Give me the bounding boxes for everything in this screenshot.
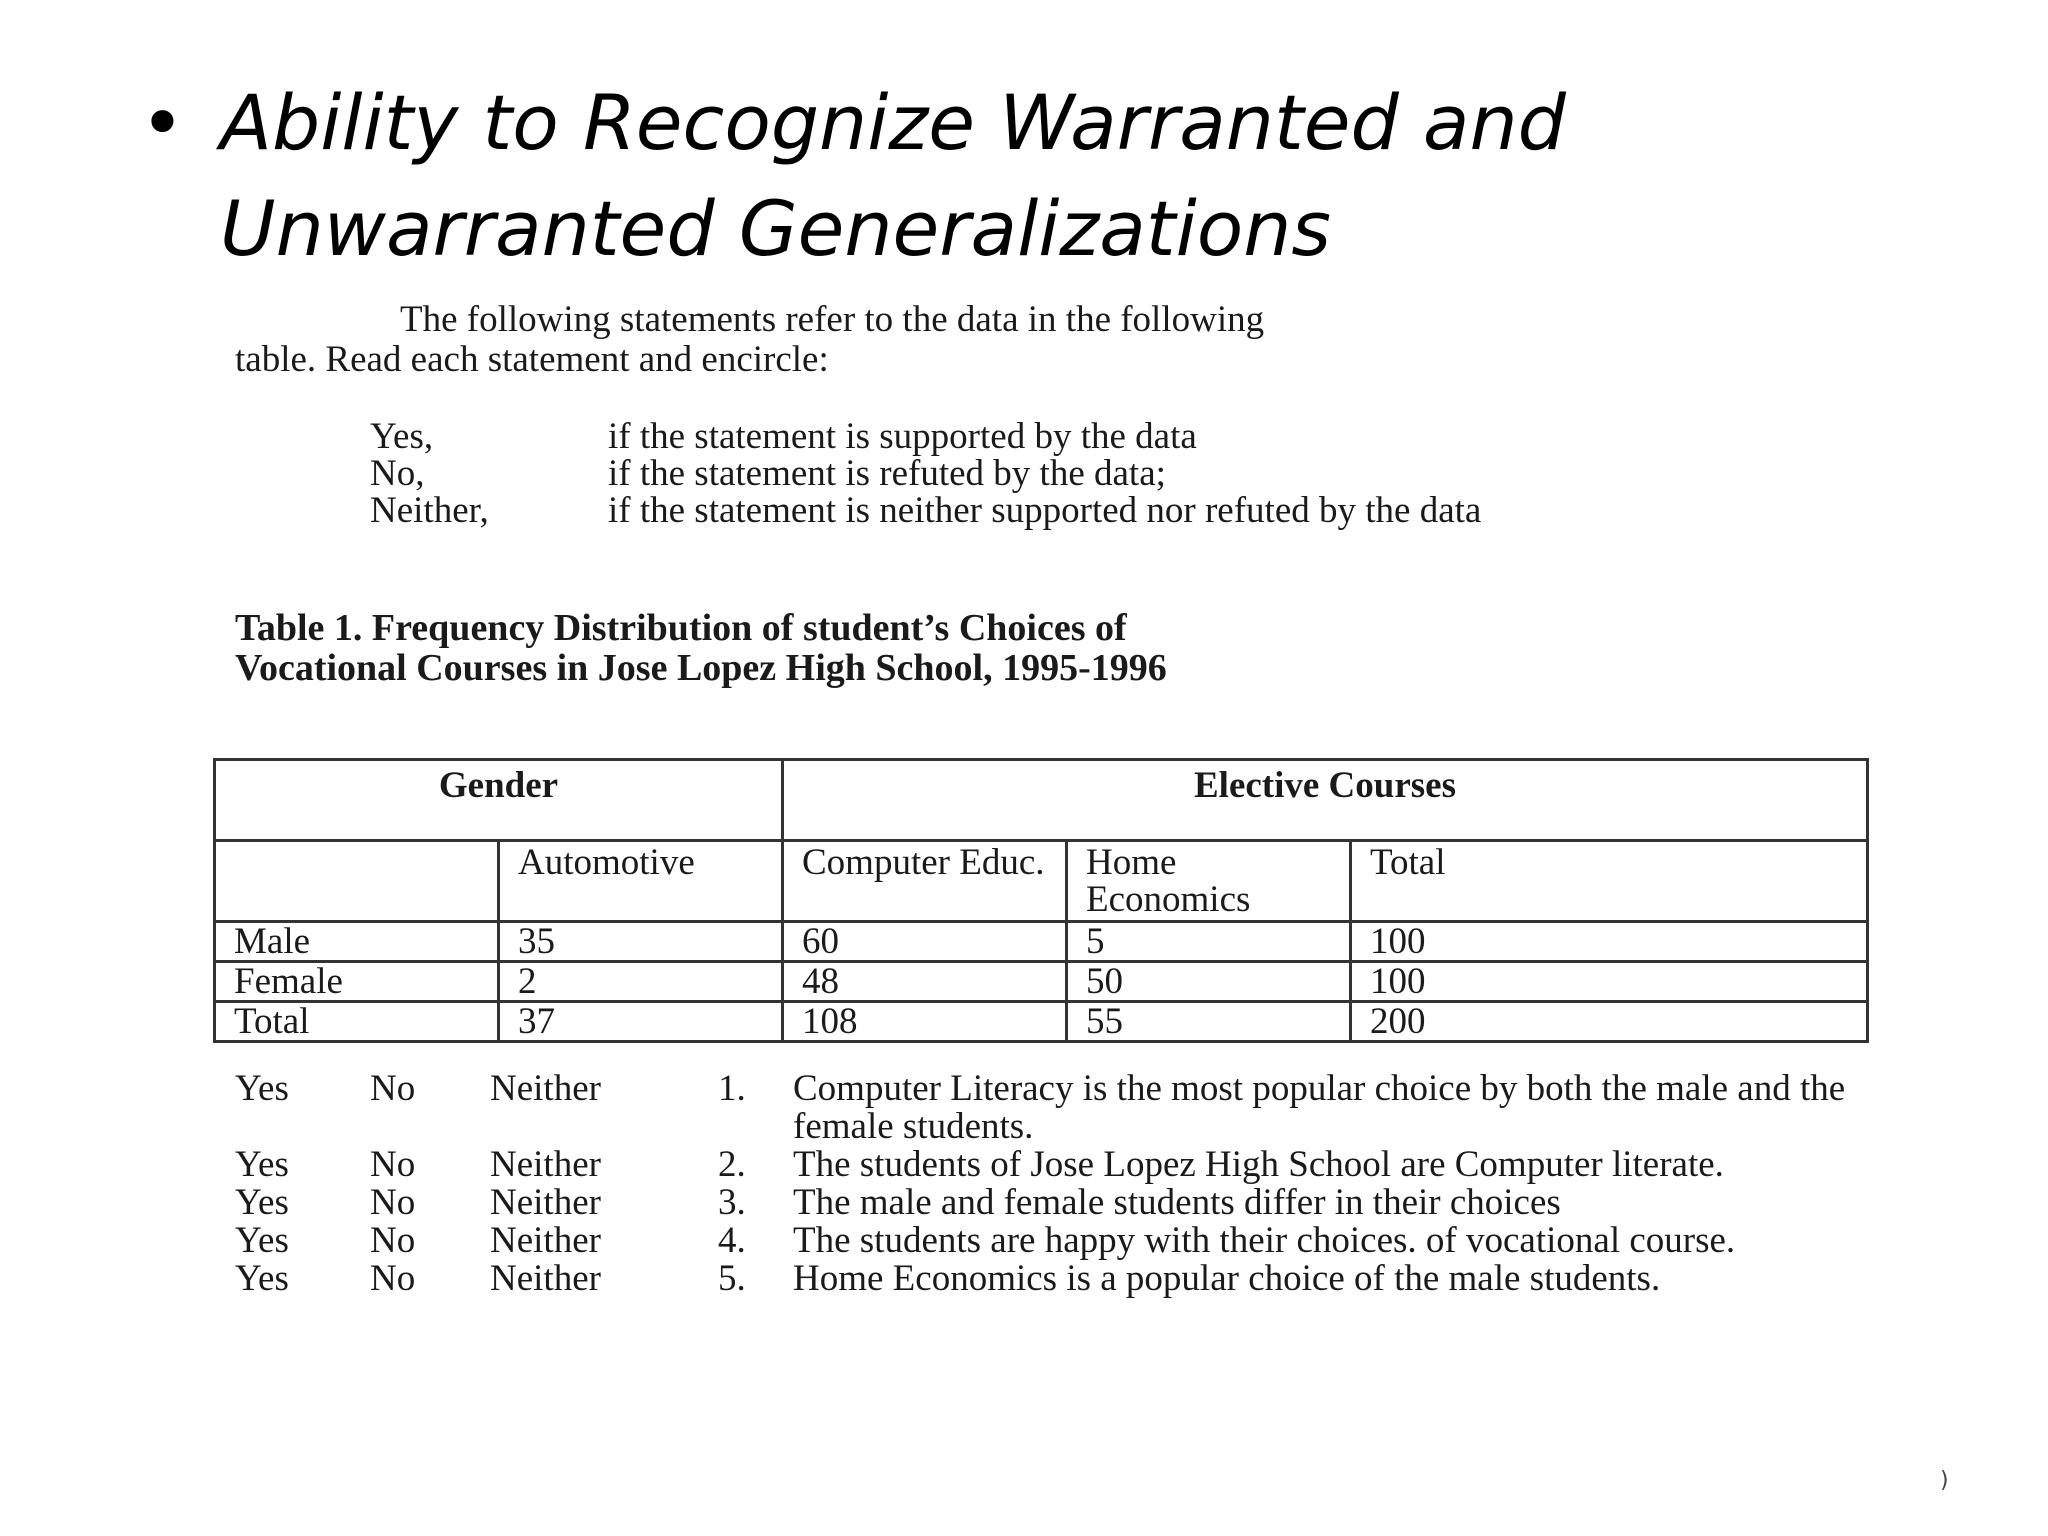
choice-neither: Neither <box>490 1220 601 1261</box>
choice-no: No <box>370 1182 416 1223</box>
statement-text: Computer Literacy is the most popular choice by both the male and the female students. <box>793 1068 1846 1147</box>
frequency-table <box>213 758 1869 1043</box>
column-header-automotive: Automotive <box>499 841 783 922</box>
statement-number: 4. <box>718 1220 746 1261</box>
option-key: Neither, <box>370 490 489 531</box>
statement-text: The students of Jose Lopez High School are Computer literate. <box>793 1144 1724 1185</box>
cell-label: Total <box>215 1002 499 1042</box>
choice-yes: Yes <box>235 1182 289 1223</box>
choice-no: No <box>370 1220 416 1261</box>
answer-options <box>370 418 1850 529</box>
cell: 48 <box>783 962 1067 1002</box>
cell: 50 <box>1067 962 1351 1002</box>
column-header-computer-educ: Computer Educ. <box>783 841 1067 922</box>
statement-text: Home Economics is a popular choice of the male students. <box>793 1258 1661 1299</box>
option-description: if the statement is supported by the data <box>608 416 1197 457</box>
column-header-home-economics: Home Economics <box>1067 841 1351 922</box>
choice-yes: Yes <box>235 1220 289 1261</box>
instructions-text <box>235 300 1835 380</box>
option-description: if the statement is neither supported nor refuted by the data <box>608 490 1482 531</box>
table-column-header-row <box>215 841 1868 922</box>
title-line-1: Ability to Recognize Warranted and <box>220 78 1566 167</box>
table-group-header-row <box>215 760 1868 841</box>
table-caption-line-2: Vocational Courses in Jose Lopez High School, 1995-1996 <box>235 647 1167 689</box>
statement-number: 3. <box>718 1182 746 1223</box>
table-row <box>215 1002 1868 1042</box>
instructions-line-2: table. Read each statement and encircle: <box>235 339 829 380</box>
cell: 35 <box>499 922 783 962</box>
page-number-mark: ) <box>1940 1468 1949 1493</box>
statement-item <box>235 1146 1855 1184</box>
cell: 55 <box>1067 1002 1351 1042</box>
cell: 5 <box>1067 922 1351 962</box>
choice-no: No <box>370 1144 416 1185</box>
statement-item <box>235 1070 1855 1146</box>
statement-number: 1. <box>718 1068 746 1109</box>
cell-label: Female <box>215 962 499 1002</box>
statement-text: The students are happy with their choices. of vocational course. <box>793 1220 1736 1261</box>
choice-neither: Neither <box>490 1258 601 1299</box>
statement-text: The male and female students differ in their choices <box>793 1182 1561 1223</box>
choice-yes: Yes <box>235 1144 289 1185</box>
cell: 100 <box>1351 922 1868 962</box>
option-key: No, <box>370 453 425 494</box>
choice-yes: Yes <box>235 1068 289 1109</box>
bullet-point: • <box>140 78 185 167</box>
table-row <box>215 922 1868 962</box>
slide-title <box>140 70 1840 282</box>
cell: 200 <box>1351 1002 1868 1042</box>
option-description: if the statement is refuted by the data; <box>608 453 1166 494</box>
option-key: Yes, <box>370 416 434 457</box>
table-caption <box>235 608 1835 688</box>
choice-neither: Neither <box>490 1068 601 1109</box>
option-row <box>370 455 1850 492</box>
cell: 37 <box>499 1002 783 1042</box>
choice-yes: Yes <box>235 1258 289 1299</box>
statement-item <box>235 1184 1855 1222</box>
statement-number: 2. <box>718 1144 746 1185</box>
cell: 100 <box>1351 962 1868 1002</box>
cell-label: Male <box>215 922 499 962</box>
cell: 2 <box>499 962 783 1002</box>
statement-number: 5. <box>718 1258 746 1299</box>
choice-no: No <box>370 1258 416 1299</box>
statement-item <box>235 1222 1855 1260</box>
choice-no: No <box>370 1068 416 1109</box>
option-row <box>370 418 1850 455</box>
cell: 108 <box>783 1002 1067 1042</box>
table-row <box>215 962 1868 1002</box>
header-gender: Gender <box>215 760 783 841</box>
choice-neither: Neither <box>490 1182 601 1223</box>
statement-item <box>235 1260 1855 1298</box>
cell: 60 <box>783 922 1067 962</box>
column-header-total: Total <box>1351 841 1868 922</box>
column-header-blank <box>215 841 499 922</box>
table-caption-line-1: Table 1. Frequency Distribution of student’s Choices of <box>235 607 1127 649</box>
header-elective-courses: Elective Courses <box>783 760 1868 841</box>
title-line-2: Unwarranted Generalizations <box>220 184 1331 273</box>
statement-list <box>235 1070 1855 1298</box>
option-row <box>370 492 1850 529</box>
instructions-line-1: The following statements refer to the data in the following <box>400 299 1265 340</box>
choice-neither: Neither <box>490 1144 601 1185</box>
